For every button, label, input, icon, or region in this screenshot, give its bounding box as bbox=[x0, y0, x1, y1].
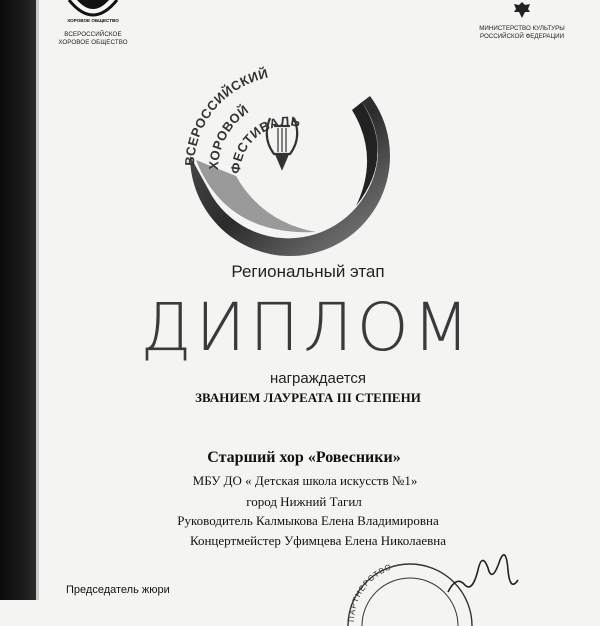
stage-label: Региональный этап bbox=[231, 262, 385, 281]
choir-society-caption-2: ХОРОВОЕ ОБЩЕСТВО bbox=[58, 38, 128, 46]
eagle-emblem-icon bbox=[511, 0, 533, 20]
director-line: Руководитель Калмыкова Елена Владимировна bbox=[177, 513, 439, 528]
choir-name: Старший хор «Ровесники» bbox=[207, 449, 401, 466]
festival-title-line-1: ВСЕРОССИЙСКИЙ bbox=[181, 65, 270, 167]
handwritten-signature bbox=[442, 540, 522, 600]
ministry-logo bbox=[462, 0, 582, 40]
svg-text:ВСЕРОССИЙСКИЙ bbox=[182, 66, 270, 167]
city-line: город Нижний Тагил bbox=[246, 494, 362, 509]
jury-chair-label: Председатель жюри bbox=[66, 584, 170, 596]
festival-ring-inner bbox=[196, 160, 316, 232]
festival-title-line-2: ХОРОВОЙ bbox=[205, 101, 252, 171]
svg-text:ПАРТНЕРСТВО bbox=[347, 562, 393, 622]
laureate-rank: ЗВАНИЕМ ЛАУРЕАТА III СТЕПЕНИ bbox=[195, 390, 421, 405]
choir-society-emblem-icon bbox=[63, 0, 123, 26]
ministry-caption-1: МИНИСТЕРСТВО КУЛЬТУРЫ bbox=[479, 25, 565, 32]
emblem-text: ХОРОВОЕ ОБЩЕСТВО bbox=[67, 18, 119, 23]
institution-line: МБУ ДО « Детская школа искусств №1» bbox=[192, 473, 418, 488]
diploma-title: ДИПЛОМ bbox=[140, 289, 474, 366]
accompanist-line: Концертмейстер Уфимцева Елена Николаевна bbox=[189, 533, 447, 548]
choir-society-caption-1: ВСЕРОССИЙСКОЕ bbox=[64, 31, 122, 38]
stamp-text: ПАРТНЕРСТВО bbox=[346, 562, 394, 623]
festival-logo bbox=[166, 46, 402, 266]
awarded-label: награждается bbox=[269, 370, 367, 387]
festival-title-line-3: ФЕСТИВАЛЬ bbox=[227, 113, 302, 175]
choir-society-logo bbox=[48, 0, 138, 46]
ministry-caption-2: РОССИЙСКОЙ ФЕДЕРАЦИИ bbox=[479, 32, 565, 40]
